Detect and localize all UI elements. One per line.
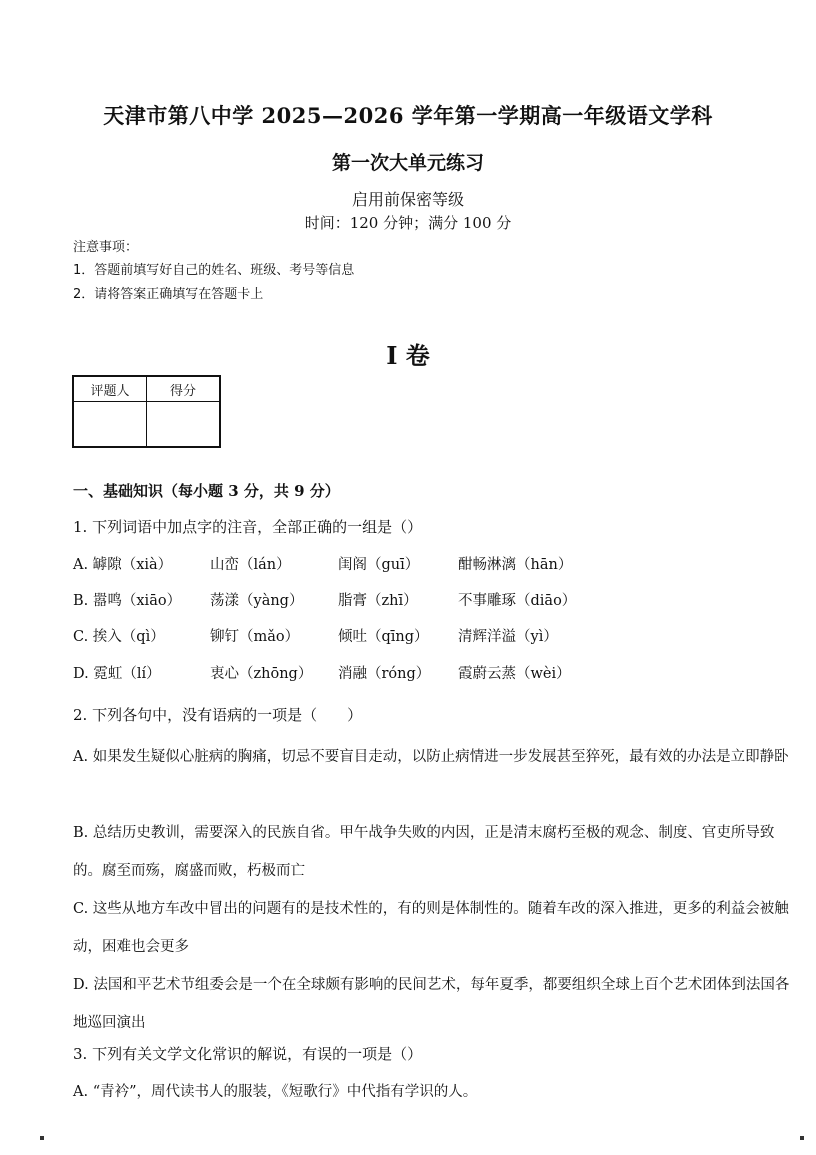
note-item-1: 1．答题前填写好自己的姓名、班级、考号等信息 [73, 263, 355, 278]
q1-option-c-word3: 倾吐（qīng） [338, 629, 429, 645]
q1-option-b-word2: 荡漾（yàng） [210, 593, 304, 609]
section-heading: 一、基础知识（每小题 3 分，共 9 分） [73, 482, 340, 500]
q1-option-c-word4: 清辉洋溢（yì） [458, 629, 558, 645]
q1-option-d-word3: 消融（róng） [338, 666, 431, 682]
question-1-stem: 1. 下列词语中加点字的注音，全部正确的一组是（） [73, 518, 423, 536]
q1-option-d-word4: 霞蔚云蒸（wèi） [458, 666, 571, 682]
exam-subtitle: 第一次大单元练习 [331, 152, 484, 174]
q1-option-c-word2: 铆钉（mǎo） [210, 629, 300, 645]
time-and-score: 时间：120 分钟；满分 100 分 [304, 214, 512, 232]
q1-option-b-word1: B. 嚣鸣（xiāo） [73, 593, 182, 609]
q1-option-c-word1: C. 挨入（qì） [73, 629, 165, 645]
q1-option-a-word1: A. 罅隙（xià） [73, 557, 173, 573]
secrecy-level: 启用前保密等级 [351, 190, 464, 209]
note-item-2: 2．请将答案正确填写在答题卡上 [73, 287, 264, 302]
q1-option-a-word2: 山峦（lán） [210, 557, 291, 573]
q1-option-a-word4: 酣畅淋漓（hān） [458, 557, 573, 573]
score-table [72, 375, 221, 448]
q1-option-d-word2: 衷心（zhōng） [210, 666, 313, 682]
score-table-header-grader: 评题人 [73, 376, 147, 402]
q1-option-d-word1: D. 霓虹（lí） [73, 666, 161, 682]
q3-option-a: A. “青衿”，周代读书人的服装，《短歌行》中代指有学识的人。 [73, 1084, 478, 1100]
score-table-header-score: 得分 [147, 376, 221, 402]
q2-option-b: B. 总结历史教训，需要深入的民族自省。甲午战争失败的内因，正是清末腐朽至极的观念、制度、官吏所导致的。腐至而殇，腐盛而败，朽极而亡 [73, 825, 775, 879]
q2-option-c: C. 这些从地方车改中冒出的问题有的是技术性的，有的则是体制性的。随着车改的深入推进，更多的利益会被触动，困难也会更多 [73, 901, 789, 955]
q2-option-d: D. 法国和平艺术节组委会是一个在全球颇有影响的民间艺术，每年夏季，都要组织全球上百个艺术团体到法国各地巡回演出 [73, 977, 790, 1031]
question-2-stem: 2. 下列各句中，没有语病的一项是（ ） [73, 706, 363, 724]
scan-mark-right [800, 1136, 804, 1140]
volume-heading: I 卷 [386, 341, 430, 370]
q1-option-a-word3: 闺阁（guī） [338, 557, 420, 573]
q1-option-b-word3: 脂膏（zhī） [338, 593, 418, 609]
q1-option-b-word4: 不事雕琢（diāo） [458, 593, 577, 609]
scan-mark-left [40, 1136, 44, 1140]
exam-title: 天津市第八中学 2025—2026 学年第一学期高一年级语文学科 [103, 103, 713, 128]
notes-heading: 注意事项： [73, 240, 139, 255]
grader-cell [73, 402, 147, 448]
score-cell [147, 402, 221, 448]
q2-option-a: A. 如果发生疑似心脏病的胸痛，切忌不要盲目走动，以防止病情进一步发展甚至猝死，最有效的办法是立即静卧 [73, 749, 789, 765]
question-3-stem: 3. 下列有关文学文化常识的解说，有误的一项是（） [73, 1045, 423, 1063]
